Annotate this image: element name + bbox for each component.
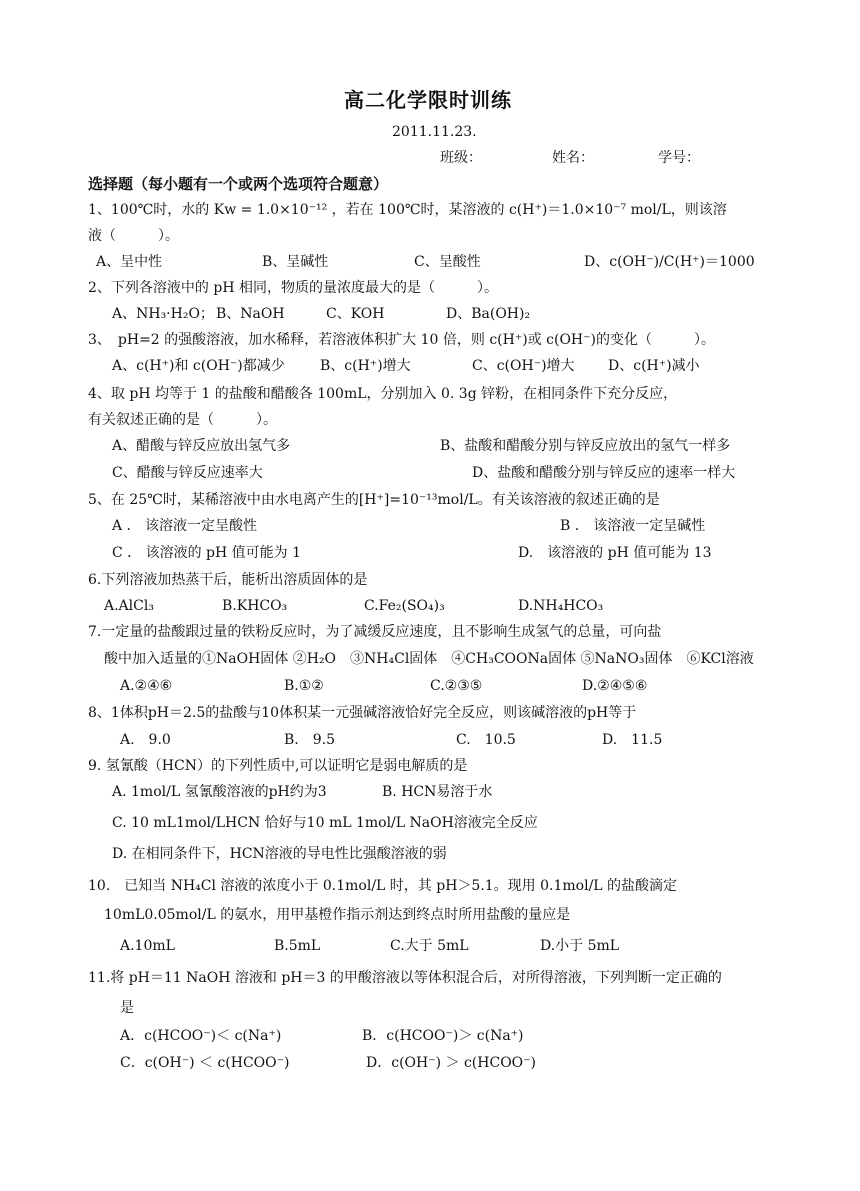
q1-stem-line1: 1、100℃时，水的 Kw = 1.0×10⁻¹² ，若在 100℃时，某溶液的 c(H⁺)＝1.0×10⁻⁷ mol/L，则该溶	[88, 202, 727, 218]
q5-option-c: C ． 该溶液的 pH 值可能为 1	[112, 545, 302, 561]
q4-option-a: A、醋酸与锌反应放出氢气多	[112, 438, 291, 454]
q2-option-c: C、KOH	[326, 306, 385, 322]
q7-option-a: A.②④⑥	[120, 678, 173, 694]
q7-option-d: D.②④⑤⑥	[582, 678, 648, 694]
q7-option-b: B.①②	[284, 678, 324, 694]
q4-option-d: D、盐酸和醋酸分别与锌反应的速率一样大	[472, 465, 736, 481]
q9-option-a: A. 1mol/L 氢氰酸溶液的pH约为3	[112, 784, 327, 800]
q8-option-c: C. 10.5	[456, 732, 516, 748]
q8-option-a: A. 9.0	[120, 732, 171, 748]
q6-option-d: D.NH₄HCO₃	[518, 598, 604, 614]
q6-option-a: A.AlCl₃	[104, 598, 154, 614]
q8-stem: 8、1体积pH＝2.5的盐酸与10体积某一元强碱溶液恰好完全反应，则该碱溶液的pH等于	[88, 705, 637, 721]
q9-option-c: C. 10 mL1mol/LHCN 恰好与10 mL 1mol/L NaOH溶液完全反应	[112, 815, 538, 831]
q1-option-a: A、呈中性	[96, 254, 163, 270]
class-label: 班级：	[440, 150, 482, 166]
q3-option-d: D、c(H⁺)减小	[608, 358, 700, 374]
q3-option-a: A、c(H⁺)和 c(OH⁻)都减少	[112, 358, 285, 374]
q6-stem: 6.下列溶液加热蒸干后，能析出溶质固体的是	[88, 572, 368, 588]
q8-option-b: B. 9.5	[284, 732, 336, 748]
q4-option-c: C、醋酸与锌反应速率大	[112, 465, 263, 481]
q7-option-c: C.②③⑤	[430, 678, 483, 694]
exam-date: 2011.11.23.	[392, 124, 477, 140]
q9-option-b: B. HCN易溶于水	[382, 784, 493, 800]
q5-option-a: A ． 该溶液一定呈酸性	[112, 518, 258, 534]
q5-stem: 5、在 25℃时，某稀溶液中由水电离产生的[H⁺]=10⁻¹³mol/L。有关该溶液的叙述正确的是	[88, 492, 660, 508]
q10-option-b: B.5mL	[274, 938, 321, 954]
q3-option-b: B、c(H⁺)增大	[320, 358, 411, 374]
q3-stem: 3、 pH=2 的强酸溶液，加水稀释，若溶液体积扩大 10 倍，则 c(H⁺)或 c(OH⁻)的变化（ ）。	[88, 332, 715, 348]
q10-option-c: C.大于 5mL	[390, 938, 469, 954]
q10-option-d: D.小于 5mL	[540, 938, 620, 954]
q11-option-d: D．c(OH⁻) ＞ c(HCOO⁻)	[366, 1055, 536, 1071]
q1-stem-line2: 液（ ）。	[88, 228, 179, 244]
q11-stem-line2: 是	[120, 1000, 134, 1016]
q5-option-d: D. 该溶液的 pH 值可能为 13	[518, 545, 712, 561]
q3-option-c: C、c(OH⁻)增大	[472, 358, 575, 374]
q1-option-b: B、呈碱性	[262, 254, 329, 270]
q2-stem: 2、下列各溶液中的 pH 相同，物质的量浓度最大的是（ ）。	[88, 280, 498, 296]
q11-stem-line1: 11.将 pH＝11 NaOH 溶液和 pH＝3 的甲酸溶液以等体积混合后，对所得溶液，下列判断一定正确的	[88, 970, 722, 986]
q11-option-b: B．c(HCOO⁻)＞ c(Na⁺)	[362, 1028, 524, 1044]
q10-option-a: A.10mL	[120, 938, 175, 954]
name-label: 姓名：	[552, 150, 594, 166]
q1-option-d: D、c(OH⁻)/C(H⁺)＝1000	[584, 254, 755, 270]
q8-option-d: D. 11.5	[602, 732, 663, 748]
q4-stem-line1: 4、取 pH 均等于 1 的盐酸和醋酸各 100mL，分别加入 0. 3g 锌粉，在相同条件下充分反应，	[88, 386, 678, 402]
student-id-label: 学号：	[658, 150, 700, 166]
q10-stem-line2: 10mL0.05mol/L 的氨水，用甲基橙作指示剂达到终点时所用盐酸的量应是	[104, 907, 571, 923]
q11-option-a: A．c(HCOO⁻)＜ c(Na⁺)	[120, 1028, 282, 1044]
q9-stem: 9. 氢氰酸（HCN）的下列性质中,可以证明它是弱电解质的是	[88, 758, 468, 774]
q2-option-b: B、NaOH	[216, 306, 285, 322]
q4-option-b: B、盐酸和醋酸分别与锌反应放出的氢气一样多	[440, 438, 731, 454]
q9-option-d: D. 在相同条件下，HCN溶液的导电性比强酸溶液的弱	[112, 846, 447, 862]
q2-option-a: A、NH₃·H₂O；	[112, 306, 214, 322]
q7-stem-line2: 酸中加入适量的①NaOH固体 ②H₂O ③NH₄Cl固体 ④CH₃COONa固体 ⑤NaNO₃固体 ⑥KCl溶液	[104, 651, 754, 667]
q2-option-d: D、Ba(OH)₂	[446, 306, 531, 322]
q5-option-b: B ． 该溶液一定呈碱性	[560, 518, 706, 534]
q6-option-c: C.Fe₂(SO₄)₃	[364, 598, 445, 614]
q10-stem-line1: 10. 已知当 NH₄Cl 溶液的浓度小于 0.1mol/L 时，其 pH＞5.1。现用 0.1mol/L 的盐酸滴定	[88, 878, 678, 894]
q6-option-b: B.KHCO₃	[222, 598, 288, 614]
q11-option-c: C．c(OH⁻) ＜ c(HCOO⁻)	[120, 1055, 290, 1071]
q1-option-c: C、呈酸性	[414, 254, 481, 270]
q4-stem-line2: 有关叙述正确的是（ ）。	[88, 412, 277, 428]
q7-stem-line1: 7.一定量的盐酸跟过量的铁粉反应时，为了减缓反应速度，且不影响生成氢气的总量，可向盐	[88, 624, 662, 640]
page-title: 高二化学限时训练	[344, 88, 512, 112]
section-heading: 选择题（每小题有一个或两个选项符合题意）	[88, 175, 389, 193]
